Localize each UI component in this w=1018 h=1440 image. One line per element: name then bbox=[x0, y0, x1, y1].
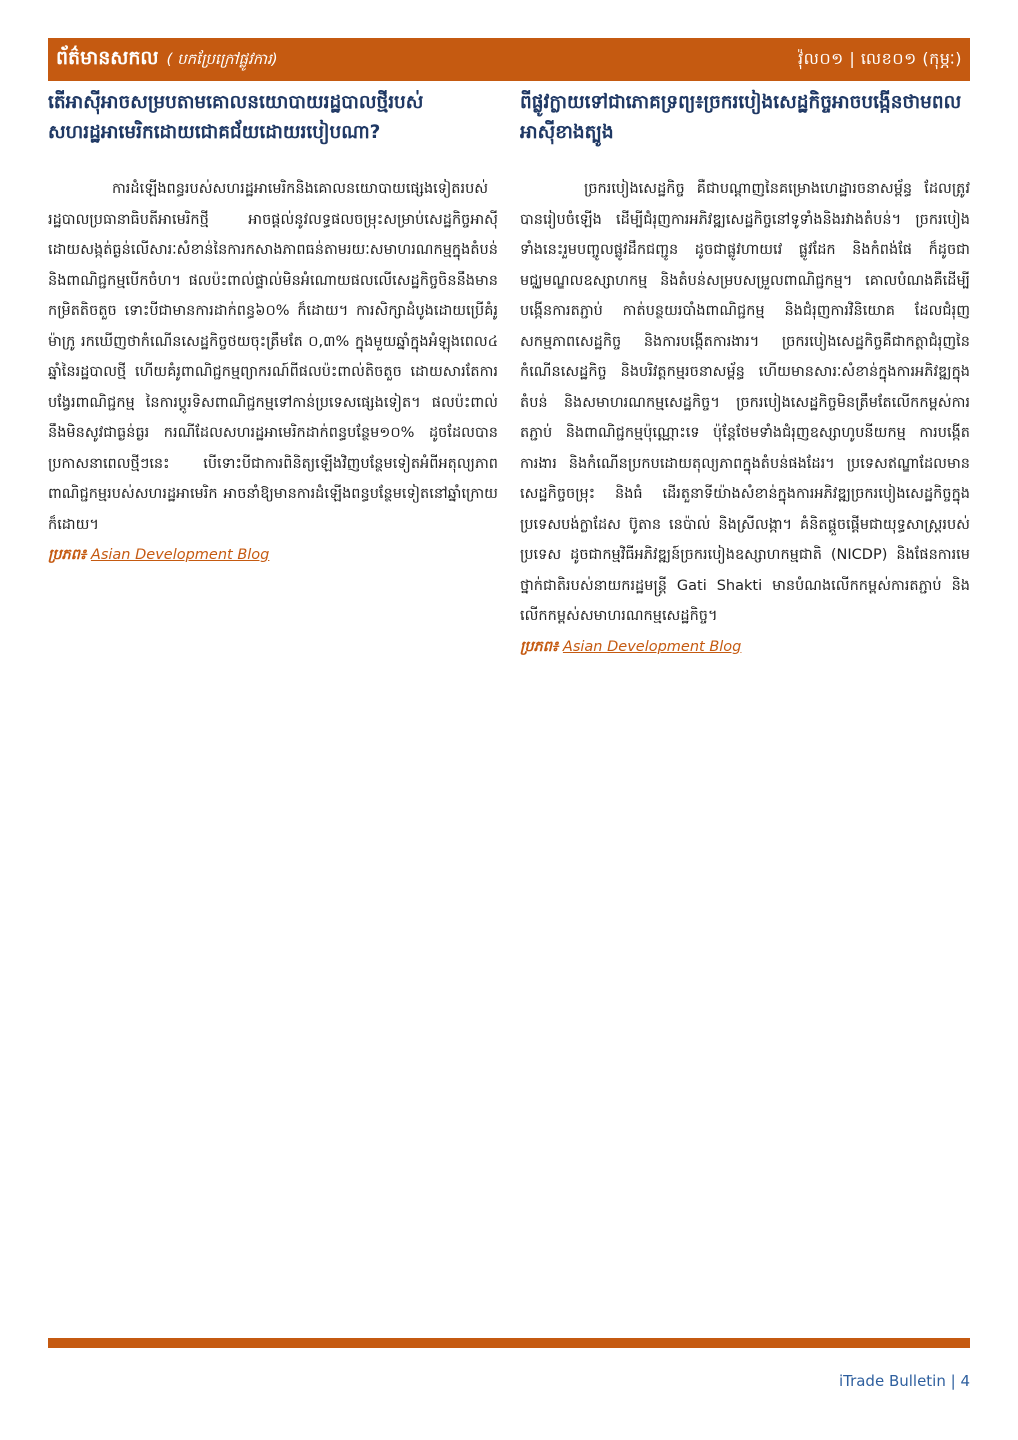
left-article-body bbox=[48, 174, 498, 540]
right-article-source bbox=[520, 632, 970, 663]
left-article-headline: តើអាស៊ីអាចសម្របតាមគោលនយោបាយរដ្ឋបាលថ្មីរបស់សហរដ្ឋអាមេរិកដោយជោគជ័យដោយរបៀបណា? bbox=[48, 92, 424, 143]
right-article-body bbox=[520, 174, 970, 632]
footer-divider bbox=[48, 1338, 970, 1348]
footer-page-label: iTrade Bulletin | 4 bbox=[838, 1372, 970, 1390]
left-article-source bbox=[48, 540, 498, 571]
section-header-bar bbox=[48, 38, 970, 81]
right-source-link[interactable]: Asian Development Blog bbox=[562, 638, 742, 655]
section-heading bbox=[56, 46, 278, 74]
left-source-link[interactable]: Asian Development Blog bbox=[90, 547, 270, 563]
section-title: ព័ត៌មានសកល bbox=[56, 46, 159, 69]
left-article bbox=[48, 88, 498, 571]
right-source-label: ប្រភព៖ bbox=[520, 638, 559, 655]
issue-number: វ៉ុល០១ | លេខ០១ (កុម្ភៈ) bbox=[798, 48, 962, 68]
right-article-body-text: ច្រករបៀងសេដ្ឋកិច្ច គឺជាបណ្តាញនៃគម្រោងហេដ្ឋារចនាសម្ព័ន្ធ ដែលត្រូវបានរៀបចំឡើង ដើម្បីជំរុញការអភិវឌ្ឍសេដ្ឋកិច្ចនៅទូទាំងនិងរវាងតំបន់។ ច្រករបៀងទាំងនេះរួមបញ្ចូលផ្លូវដឹកជញ្ជូន ដូចជាផ្លូវហាយវេ ផ្លូវដែក និងកំពង់ផែ ក៏ដូចជាមជ្ឈមណ្ឌលឧស្សាហកម្ម និងតំបន់សម្របសម្រួលពាណិជ្ជកម្ម។ គោលបំណងគឺដើម្បីបង្កើនការតភ្ជាប់ កាត់បន្ថយរបាំងពាណិជ្ជកម្ម និងជំរុញការវិនិយោគ ដែលជំរុញសកម្មភាពសេដ្ឋកិច្ច និងការបង្កើតការងារ។ ច្រករបៀងសេដ្ឋកិច្ចគឺជាកត្តាជំរុញនៃកំណើនសេដ្ឋកិច្ច និងបរិវត្តកម្មរចនាសម្ព័ន្ធ ហើយមានសារៈសំខាន់ក្នុងការអភិវឌ្ឍក្នុងតំបន់ និងសមាហរណកម្មសេដ្ឋកិច្ច។ ច្រករបៀងសេដ្ឋកិច្ចមិនត្រឹមតែលើកកម្ពស់ការតភ្ជាប់ និងពាណិជ្ជកម្មប៉ុណ្ណោះទេ ប៉ុន្តែថែមទាំងជំរុញឧស្សាហូបនីយកម្ម ការបង្កើតការងារ និងកំណើនប្រកបដោយតុល្យភាពក្នុងតំបន់ផងដែរ។ ប្រទេសឥណ្ឌាដែលមានសេដ្ឋកិច្ចចម្រុះ និងធំ ដើរតួនាទីយ៉ាងសំខាន់ក្នុងការអភិវឌ្ឍច្រករបៀងសេដ្ឋកិច្ចក្នុងប្រទេសបង់ក្លាដែស ប៊ូតាន នេប៉ាល់ និងស្រីលង្កា។ គំនិតផ្តួចផ្តើមជាយុទ្ធសាស្ត្ររបស់ប្រទេស ដូចជាកម្មវិធីអភិវឌ្ឍន៍ច្រករបៀងឧស្សាហកម្មជាតិ (NICDP) និងផែនការមេថ្នាក់ជាតិរបស់នាយករដ្ឋមន្ត្រី Gati Shakti មានបំណងលើកកម្ពស់ការតភ្ជាប់ និងលើកកម្ពស់សមាហរណកម្មសេដ្ឋកិច្ច។ bbox=[520, 181, 970, 624]
left-article-body-text: ការដំឡើងពន្ធរបស់សហរដ្ឋអាមេរិកនិងគោលនយោបាយផ្សេងទៀតរបស់រដ្ឋបាលប្រធានាធិបតីអាមេរិកថ្មី អាចផ្តល់នូវលទ្ធផលចម្រុះសម្រាប់សេដ្ឋកិច្ចអាស៊ី ដោយសង្កត់ធ្ងន់លើសារៈសំខាន់នៃការកសាងភាពធន់តាមរយៈសមាហរណកម្មក្នុងតំបន់ និងពាណិជ្ជកម្មបើកចំហ។ ផលប៉ះពាល់ផ្ទាល់មិនអំណោយផលលើសេដ្ឋកិច្ចចិននឹងមានកម្រិតតិចតួច ទោះបីជាមានការដាក់ពន្ធ៦០% ក៏ដោយ។ ការសិក្សាដំបូងដោយប្រើគំរូម៉ាក្រូ រកឃើញថាកំណើនសេដ្ឋកិច្ចថយចុះត្រឹមតែ ០,៣% ក្នុងមួយឆ្នាំក្នុងអំឡុងពេល៤ ឆ្នាំនៃរដ្ឋបាលថ្មី ហើយគំរូពាណិជ្ជកម្មព្យាករណ៍ពីផលប៉ះពាល់តិចតួច ដោយសារតែការបង្វែរពាណិជ្ជកម្ម នៃការប្តូរទិសពាណិជ្ជកម្មទៅកាន់ប្រទេសផ្សេងទៀត។ ផលប៉ះពាល់នឹងមិនសូវជាធ្ងន់ធ្ងរ ករណីដែលសហរដ្ឋអាមេរិកដាក់ពន្ធបន្ថែម១០% ដូចដែលបានប្រកាសនាពេលថ្មីៗនេះ បើទោះបីជាការពិនិត្យឡើងវិញបន្ថែមទៀតអំពីអតុល្យភាពពាណិជ្ជកម្មរបស់សហរដ្ឋអាមេរិក អាចនាំឱ្យមានការដំឡើងពន្ធបន្ថែមទៀតនៅឆ្នាំក្រោយក៏ដោយ។ bbox=[48, 181, 498, 533]
right-article-headline: ពីផ្លូវក្លាយទៅជាភោគទ្រព្យ៖ច្រករបៀងសេដ្ឋកិច្ចអាចបង្កើនថាមពលអាស៊ីខាងត្បូង bbox=[520, 92, 962, 143]
section-subtitle: ( បកប្រែក្រៅផ្លូវការ) bbox=[166, 49, 278, 68]
left-source-label: ប្រភព៖ bbox=[48, 547, 87, 563]
right-article bbox=[520, 88, 970, 662]
